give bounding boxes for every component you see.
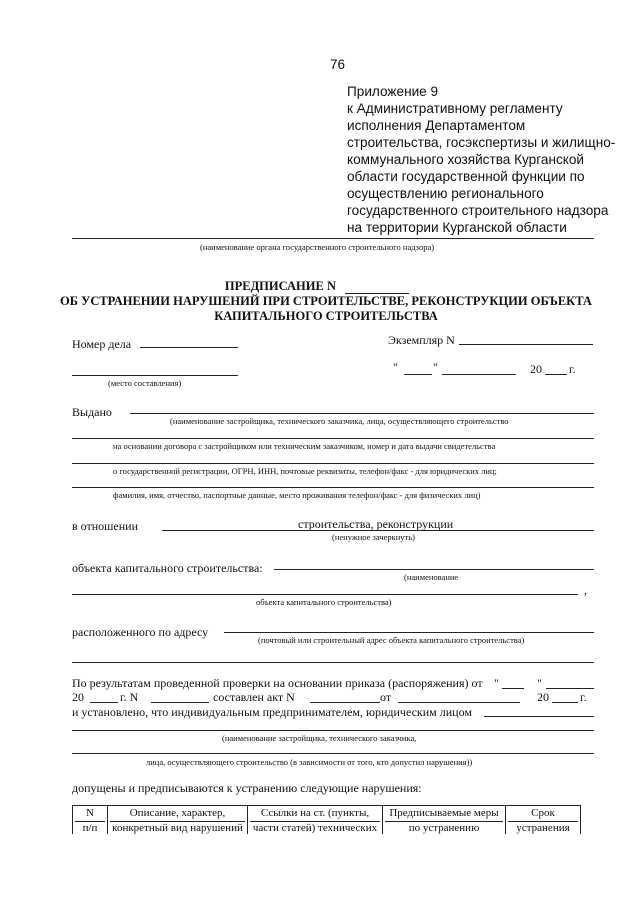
object-comma: , xyxy=(584,583,587,597)
case-number-label: Номер дела xyxy=(72,337,132,351)
col-header-deadline: Срок устранения xyxy=(506,806,581,835)
regarding-line xyxy=(162,530,594,531)
appendix-line: строительства, госэкспертизы и жилищно- xyxy=(347,135,616,150)
date-year-suffix: г. xyxy=(569,362,576,376)
title-line-3: КАПИТАЛЬНОГО СТРОИТЕЛЬСТВА xyxy=(214,309,438,323)
issued-caption-4: фамилия, имя, отчество, паспортные данные, место проживания телефон/факс - для физических лиц) xyxy=(113,490,481,500)
col-header-measures: Предписываемые меры по устранению xyxy=(383,806,506,835)
construction-kind-text: строительства, реконструкции xyxy=(298,517,454,531)
order-number-label: г. N xyxy=(120,690,139,704)
date-year-line xyxy=(545,374,567,375)
place-line xyxy=(72,375,238,376)
appendix-line: коммунального хозяйства Курганской xyxy=(347,152,585,167)
act-year-suffix: г. xyxy=(580,690,587,704)
issued-line-1 xyxy=(130,413,594,414)
copy-number-line xyxy=(459,344,593,345)
case-number-line xyxy=(140,347,238,348)
developer-line-1 xyxy=(72,730,594,731)
object-line-2 xyxy=(72,594,578,595)
issued-caption-1: (наименование застройщика, технического заказчика, лица, осуществляющего строительство xyxy=(170,416,509,426)
date-quote-close: " xyxy=(433,360,438,374)
act-number-line xyxy=(310,702,380,703)
address-label: расположенного по адресу xyxy=(72,625,209,639)
issued-line-4 xyxy=(72,487,594,488)
page-number: 76 xyxy=(330,57,346,72)
appendix-line: области государственной функции по xyxy=(347,169,585,184)
address-line-1 xyxy=(224,632,594,633)
regarding-label: в отношении xyxy=(72,519,139,533)
date-month-line xyxy=(442,374,516,375)
order-month-line xyxy=(546,688,594,689)
developer-caption-2: лица, осуществляющего строительство (в зависимости от того, кто допустил нарушения)) xyxy=(146,757,473,767)
established-line xyxy=(484,716,594,717)
address-caption: (почтовый или строительный адрес объекта капитального строительства) xyxy=(258,635,525,645)
appendix-line: Приложение 9 xyxy=(347,84,439,99)
issued-line-3 xyxy=(72,463,594,464)
issued-line-2 xyxy=(72,438,594,439)
object-line-1 xyxy=(274,569,594,570)
title-line-2: ОБ УСТРАНЕНИИ НАРУШЕНИЙ ПРИ СТРОИТЕЛЬСТВЕ, РЕКОНСТРУКЦИИ ОБЪЕКТА xyxy=(60,294,592,308)
object-caption-2: объекта капитального строительства) xyxy=(256,597,392,607)
results-established: и установлено, что индивидуальным предпринимателем, юридическим лицом xyxy=(72,705,472,719)
issued-caption-3: о государственной регистрации, ОГРН, ИНН, почтовые реквизиты, телефон/факс - для юридических лиц; xyxy=(113,466,497,476)
order-number-line xyxy=(151,702,209,703)
col-header-number: N п/п xyxy=(73,806,108,835)
date-quote-open: " xyxy=(393,360,398,374)
appendix-block xyxy=(347,83,615,236)
prescription-number-line xyxy=(345,293,409,294)
order-day-line xyxy=(502,688,524,689)
violations-table xyxy=(72,805,581,834)
violations-intro: допущены и предписываются к устранению следующие нарушения: xyxy=(72,781,422,795)
document-title xyxy=(60,279,592,324)
act-date-line xyxy=(398,702,520,703)
developer-line-2 xyxy=(72,753,594,754)
appendix-line: к Административному регламенту xyxy=(347,101,563,116)
object-label: объекта капитального строительства: xyxy=(72,561,263,575)
act-year: 20 xyxy=(537,690,549,704)
authority-line xyxy=(72,238,594,239)
order-year-line xyxy=(90,702,118,703)
issued-caption-2: на основании договора с застройщиком или техническим заказчиком, номер и дата выдачи свидетельства xyxy=(113,441,496,451)
copy-number-label: Экземпляр N xyxy=(388,333,455,347)
order-quote-close: " xyxy=(537,676,542,690)
col-header-description: Описание, характер, конкретный вид нарушений xyxy=(108,806,248,835)
appendix-line: государственного строительного надзора xyxy=(347,203,609,218)
date-day-line xyxy=(404,374,432,375)
appendix-line: осуществлению регионального xyxy=(347,186,544,201)
order-year: 20 xyxy=(72,690,84,704)
strike-caption: (ненужное зачеркнуть) xyxy=(332,532,415,542)
authority-caption: (наименование органа государственного строительного надзора) xyxy=(200,242,435,252)
act-year-line xyxy=(552,702,578,703)
date-year-prefix: 20 xyxy=(530,362,542,376)
appendix-line: исполнения Департаментом xyxy=(347,118,526,133)
results-line-1: По результатам проведенной проверки на основании приказа (распоряжения) от xyxy=(72,676,483,690)
order-quote-open: " xyxy=(494,676,499,690)
appendix-line: на территории Курганской области xyxy=(347,220,567,235)
title-line-1: ПРЕДПИСАНИЕ N xyxy=(60,279,592,294)
act-label: составлен акт N xyxy=(213,690,295,704)
place-caption: (место составления) xyxy=(108,378,182,388)
developer-caption-1: (наименование застройщика, технического заказчика, xyxy=(222,733,417,743)
act-date-label: от xyxy=(380,690,392,704)
issued-label: Выдано xyxy=(72,405,112,419)
object-caption-1: (наименование xyxy=(404,572,459,582)
col-header-references: Ссылки на ст. (пункты, части статей) технических xyxy=(248,806,383,835)
address-line-2 xyxy=(72,662,594,663)
table-header-row xyxy=(73,806,581,835)
